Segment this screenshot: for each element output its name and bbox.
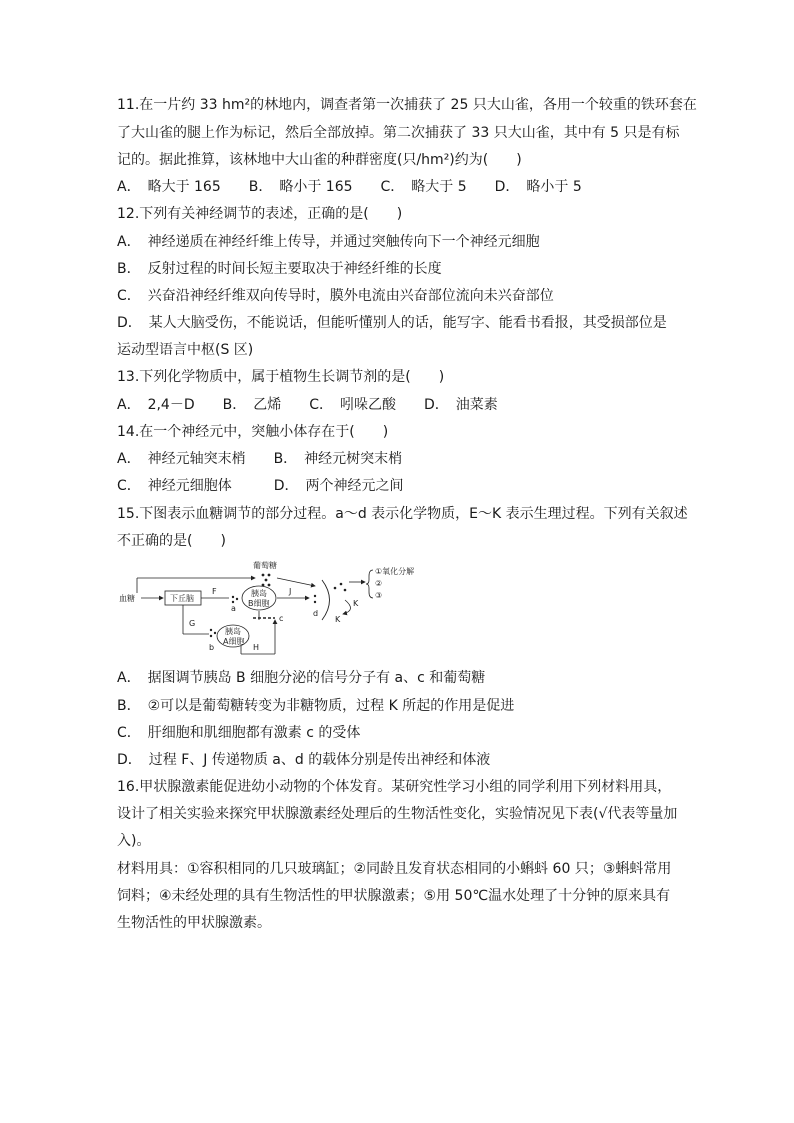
q15-option-d: D． 过程 F、J 传递物质 a、d 的载体分别是传出神经和体液 — [117, 752, 491, 768]
q15-option-b: B． ②可以是葡萄糖转变为非糖物质，过程 K 所起的作用是促进 — [117, 698, 515, 714]
q16-materials-line1: 材料用具：①容积相同的几只玻璃缸；②同龄且发育状态相同的小蝌蚪 60 只；③蝌蚪常用 — [117, 861, 672, 877]
q11-line3: 记的。据此推算，该林地中大山雀的种群密度(只/hm²)约为( ) — [117, 152, 522, 168]
label-K-small: K — [335, 615, 341, 624]
q15-stem-line1: 15.下图表示血糖调节的部分过程。a～d 表示化学物质，E～K 表示生理过程。下列有关叙述 — [117, 506, 688, 522]
signal-dot — [232, 601, 234, 603]
a-cell-label-2: A细胞 — [223, 637, 245, 646]
outcome-1: ①氧化分解 — [375, 567, 415, 576]
q13-options: A． 2,4－D B． 乙烯 C． 吲哚乙酸 D． 油菜素 — [117, 397, 498, 413]
q16-materials-line2: 饲料；④未经处理的具有生物活性的甲状腺激素；⑤用 50℃温水处理了十分钟的原来具有 — [117, 888, 671, 904]
q12-option-d-line1: D． 某人大脑受伤，不能说话，但能听懂别人的话，能写字、能看书看报，其受损部位是 — [117, 315, 667, 331]
blood-sugar-label: 血糖 — [119, 594, 135, 603]
arrow-K — [343, 600, 351, 614]
outcome-2: ② — [375, 579, 383, 588]
q16-line2: 设计了相关实验来探究甲状腺激素经处理后的生物活性变化，实验情况见下表(√代表等量加 — [117, 806, 678, 822]
q13-stem: 13.下列化学物质中，属于植物生长调节剂的是( ) — [117, 369, 445, 385]
signal-dot — [236, 598, 238, 600]
glucose-label: 葡萄糖 — [253, 561, 277, 570]
glucose-dot — [268, 584, 271, 587]
q15-stem-line2: 不正确的是( ) — [117, 533, 226, 549]
q15-option-a: A． 据图调节胰岛 B 细胞分泌的信号分子有 a、c 和葡萄糖 — [117, 670, 486, 686]
q16-materials-line3: 生物活性的甲状腺激素。 — [117, 915, 271, 931]
q11-line2: 了大山雀的腿上作为标记，然后全部放掉。第二次捕获了 33 只大山雀，其中有 5 只是有标 — [117, 125, 680, 141]
q12-option-c: C． 兴奋沿神经纤维双向传导时，膜外电流由兴奋部位流向未兴奋部位 — [117, 288, 554, 304]
q12-stem: 12.下列有关神经调节的表述，正确的是( ) — [117, 206, 403, 222]
hypothalamus-label: 下丘脑 — [170, 594, 194, 603]
outcome-3: ③ — [375, 591, 383, 600]
a-cell-label-1: 胰岛 — [225, 627, 241, 636]
b-cell-label-2: B细胞 — [248, 599, 270, 608]
signal-dot — [314, 601, 316, 603]
q12-option-d-line2: 运动型语言中枢(S 区) — [117, 342, 254, 358]
label-G: G — [189, 619, 196, 628]
q16-line1: 16.甲状腺激素能促进幼小动物的个体发育。某研究性学习小组的同学利用下列材料用具， — [117, 779, 672, 795]
q14-options-ab: A． 神经元轴突末梢 B． 神经元树突末梢 — [117, 451, 403, 467]
label-J: J — [289, 587, 292, 596]
signal-dot — [314, 595, 316, 597]
q11-options: A． 略大于 165 B． 略小于 165 C． 略大于 5 D． 略小于 5 — [117, 179, 582, 195]
label-F: F — [212, 587, 217, 596]
q14-options-cd: C． 神经元细胞体 D． 两个神经元之间 — [117, 478, 404, 494]
blood-sugar-regulation-diagram — [117, 558, 467, 663]
label-K: K — [353, 599, 359, 608]
label-b: b — [209, 643, 215, 652]
q15-option-c: C． 肝细胞和肌细胞都有激素 c 的受体 — [117, 725, 361, 741]
outcome-brace — [366, 570, 373, 598]
glucose-dot — [344, 589, 347, 592]
signal-dot — [210, 635, 212, 637]
signal-dot — [214, 632, 216, 634]
arrow-glucose-to-target — [277, 578, 315, 586]
q11-line1: 11.在一片约 33 hm²的林地内，调查者第一次捕获了 25 只大山雀，各用一个较重的铁环套在 — [117, 97, 697, 113]
glucose-dot — [334, 587, 337, 590]
label-H: H — [253, 643, 260, 652]
target-cell-membrane — [322, 580, 330, 620]
glucose-dot — [268, 574, 271, 577]
glucose-dot — [262, 574, 265, 577]
signal-dot — [210, 629, 212, 631]
q14-stem: 14.在一个神经元中，突触小体存在于( ) — [117, 424, 389, 440]
label-c: c — [279, 614, 284, 623]
q12-option-a: A． 神经递质在神经纤维上传导，并通过突触传向下一个神经元细胞 — [117, 234, 540, 250]
q16-line3: 入)。 — [117, 833, 151, 849]
signal-dot — [232, 596, 234, 598]
label-d: d — [313, 609, 319, 618]
label-a: a — [231, 604, 236, 613]
glucose-dot — [340, 583, 343, 586]
q12-option-b: B． 反射过程的时间长短主要取决于神经纤维的长度 — [117, 261, 442, 277]
glucose-dot — [265, 579, 268, 582]
b-cell-label-1: 胰岛 — [251, 589, 267, 598]
